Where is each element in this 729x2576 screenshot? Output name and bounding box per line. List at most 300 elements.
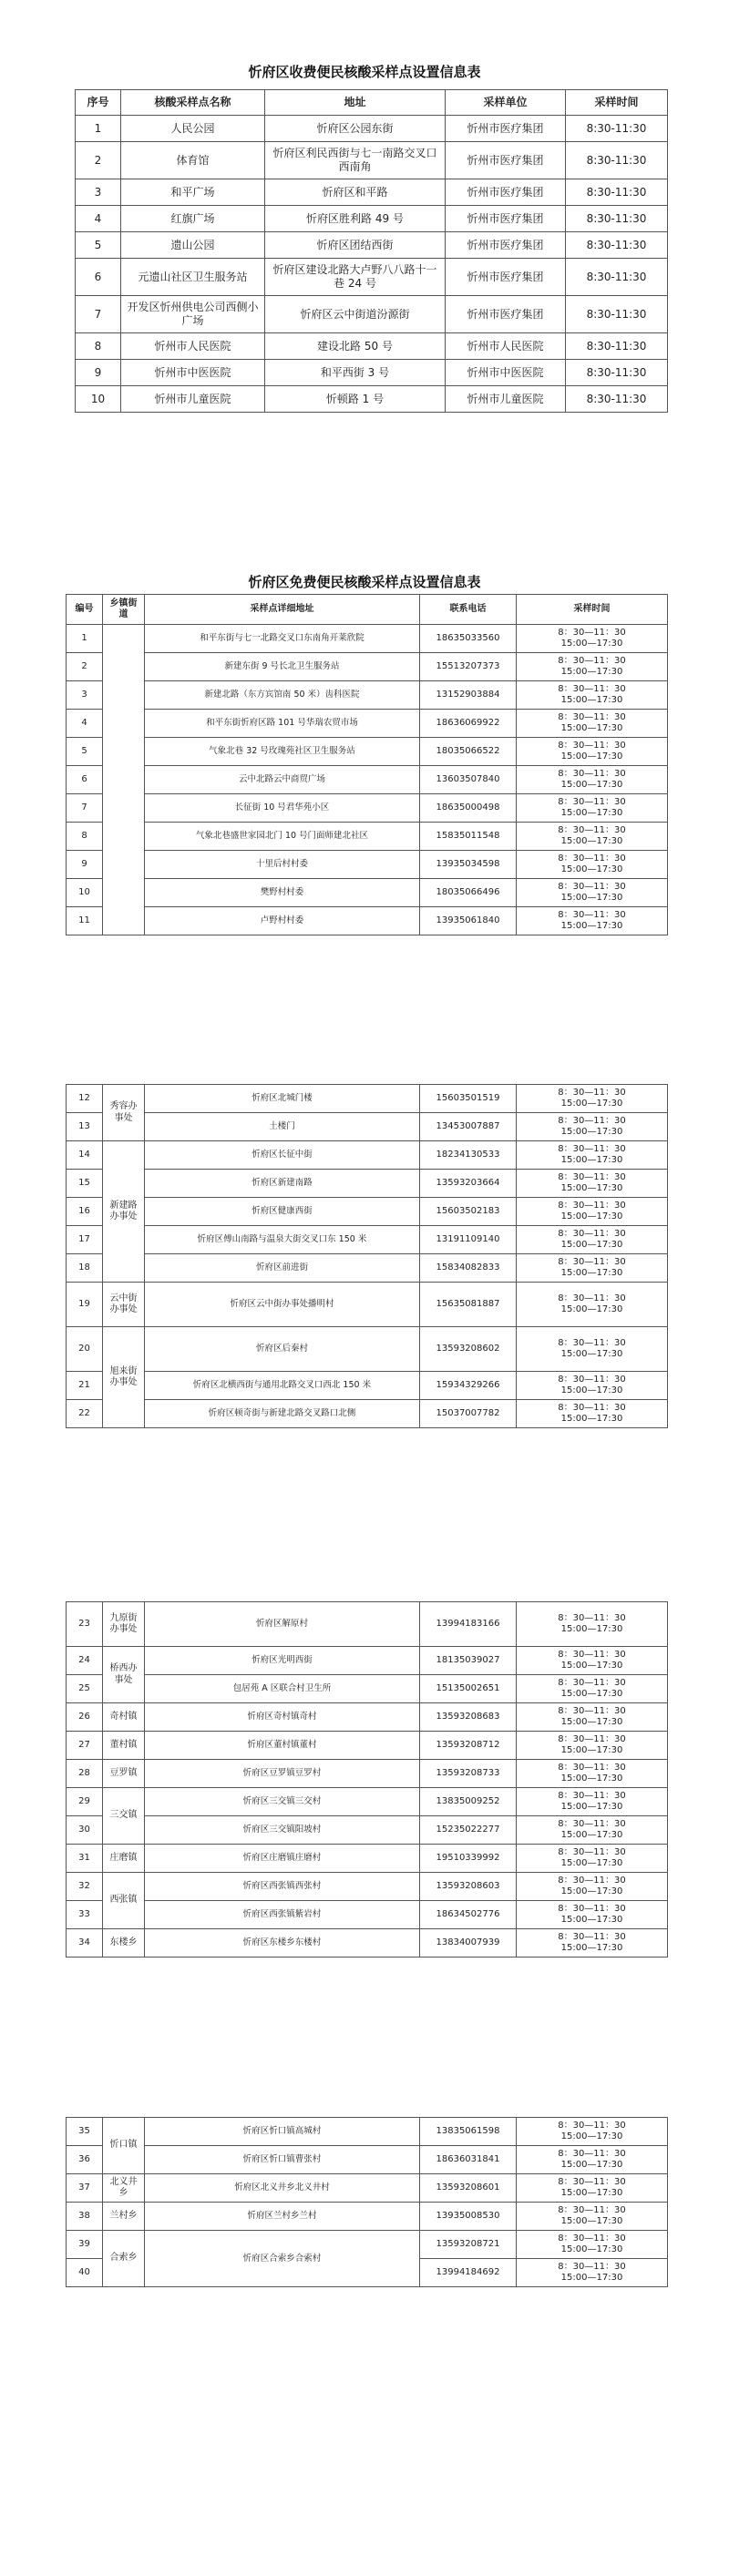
cell-phone: 13191109140 — [420, 1226, 517, 1254]
cell-site-name: 忻州市人民医院 — [121, 333, 265, 360]
cell-address: 十里后村村委 — [145, 851, 420, 879]
table-row — [67, 1703, 668, 1732]
cell-number: 29 — [67, 1788, 103, 1816]
cell-phone: 13935008530 — [420, 2203, 517, 2231]
cell-address: 忻府区胜利路 49 号 — [265, 206, 446, 232]
cell-time — [517, 1254, 668, 1283]
header-address: 采样点详细地址 — [145, 595, 420, 625]
time-morning: 8：30—11：30 — [558, 2261, 626, 2272]
cell-number: 13 — [67, 1113, 103, 1141]
cell-number: 18 — [67, 1254, 103, 1283]
table-row — [67, 710, 668, 738]
cell-number: 9 — [67, 851, 103, 879]
cell-address: 忻府区健康西街 — [145, 1198, 420, 1226]
table-row — [67, 1760, 668, 1788]
time-morning: 8：30—11：30 — [558, 1402, 626, 1413]
cell-index: 1 — [76, 116, 121, 142]
cell-number: 6 — [67, 766, 103, 794]
cell-time — [517, 1400, 668, 1428]
cell-index: 6 — [76, 259, 121, 296]
cell-time — [517, 738, 668, 766]
cell-site-name: 和平广场 — [121, 179, 265, 206]
header-address: 地址 — [265, 90, 446, 116]
cell-phone: 13834007939 — [420, 1929, 517, 1958]
time-afternoon: 15:00—17:30 — [560, 1624, 623, 1634]
cell-town: 豆罗镇 — [103, 1760, 145, 1788]
cell-phone: 18035066496 — [420, 879, 517, 907]
table-row — [67, 1929, 668, 1958]
time-morning: 8：30—11：30 — [558, 1293, 626, 1303]
cell-phone: 15835011548 — [420, 823, 517, 851]
table-row — [67, 1647, 668, 1675]
time-afternoon: 15:00—17:30 — [560, 2188, 623, 2198]
time-morning: 8：30—11：30 — [558, 2176, 626, 2187]
time-morning: 8：30—11：30 — [558, 1875, 626, 1886]
cell-address: 忻府区公园东街 — [265, 116, 446, 142]
cell-address: 土楼门 — [145, 1113, 420, 1141]
cell-address: 忻府区光明西街 — [145, 1647, 420, 1675]
table-row — [76, 206, 668, 232]
cell-time — [517, 1816, 668, 1845]
cell-phone: 13935061840 — [420, 907, 517, 935]
cell-number: 12 — [67, 1085, 103, 1113]
cell-index: 7 — [76, 296, 121, 333]
cell-number: 3 — [67, 681, 103, 710]
free-sampling-table-part-1 — [66, 594, 668, 935]
cell-number: 14 — [67, 1141, 103, 1170]
cell-town: 兰村乡 — [103, 2203, 145, 2231]
cell-time — [517, 823, 668, 851]
header-town: 乡镇街道 — [103, 595, 145, 625]
cell-address: 忻府区建设北路大卢野八八路十一巷 24 号 — [265, 259, 446, 296]
time-afternoon: 15:00—17:30 — [560, 1304, 623, 1314]
table-row — [67, 2174, 668, 2203]
time-morning: 8：30—11：30 — [558, 1790, 626, 1801]
time-morning: 8：30—11：30 — [558, 1087, 626, 1098]
cell-address: 忻府区北横西街与通用北路交叉口西北 150 米 — [145, 1372, 420, 1400]
time-morning: 8：30—11：30 — [558, 1818, 626, 1829]
cell-number: 36 — [67, 2146, 103, 2174]
table-row — [67, 1901, 668, 1929]
cell-time — [517, 625, 668, 653]
time-morning: 8：30—11：30 — [558, 1705, 626, 1716]
cell-address: 忻顿路 1 号 — [265, 386, 446, 413]
header-index: 序号 — [76, 90, 121, 116]
cell-time — [517, 1929, 668, 1958]
table-row — [67, 766, 668, 794]
cell-number: 38 — [67, 2203, 103, 2231]
cell-number: 39 — [67, 2231, 103, 2259]
table-row — [67, 1283, 668, 1327]
cell-time — [517, 2203, 668, 2231]
cell-number: 15 — [67, 1170, 103, 1198]
cell-address: 樊野村村委 — [145, 879, 420, 907]
cell-number: 28 — [67, 1760, 103, 1788]
cell-town: 奇村镇 — [103, 1703, 145, 1732]
cell-address: 忻府区东楼乡东楼村 — [145, 1929, 420, 1958]
table-row — [67, 1732, 668, 1760]
time-afternoon: 15:00—17:30 — [560, 1802, 623, 1812]
cell-time — [517, 851, 668, 879]
table-row — [67, 1226, 668, 1254]
time-morning: 8：30—11：30 — [558, 1649, 626, 1660]
free-table-title: 忻府区免费便民核酸采样点设置信息表 — [248, 574, 481, 590]
cell-phone: 15635081887 — [420, 1283, 517, 1327]
cell-number: 20 — [67, 1327, 103, 1372]
cell-time — [517, 1113, 668, 1141]
cell-address: 新建北路（东方宾馆南 50 米）齿科医院 — [145, 681, 420, 710]
table-row — [67, 794, 668, 823]
table-row — [67, 1845, 668, 1873]
time-morning: 8：30—11：30 — [558, 824, 626, 835]
cell-number: 1 — [67, 625, 103, 653]
cell-address: 和平西街 3 号 — [265, 360, 446, 386]
table-row — [67, 1372, 668, 1400]
cell-town — [103, 625, 145, 935]
cell-time: 8:30-11:30 — [566, 386, 668, 413]
cell-phone: 15235022277 — [420, 1816, 517, 1845]
table-row — [67, 1400, 668, 1428]
cell-number: 26 — [67, 1703, 103, 1732]
cell-phone: 13593208721 — [420, 2231, 517, 2259]
cell-time — [517, 2259, 668, 2287]
cell-site-name: 忻州市中医医院 — [121, 360, 265, 386]
cell-town: 西张镇 — [103, 1873, 145, 1929]
cell-phone: 15934329266 — [420, 1372, 517, 1400]
paid-sampling-table — [75, 89, 668, 413]
time-morning: 8：30—11：30 — [558, 627, 626, 638]
cell-town: 新建路办事处 — [103, 1141, 145, 1283]
cell-address: 忻府区傅山南路与温泉大街交叉口东 150 米 — [145, 1226, 420, 1254]
time-afternoon: 15:00—17:30 — [560, 864, 623, 874]
time-afternoon: 15:00—17:30 — [560, 808, 623, 818]
cell-address: 忻府区西张镇西张村 — [145, 1873, 420, 1901]
cell-number: 2 — [67, 653, 103, 681]
cell-address: 长征街 10 号君华苑小区 — [145, 794, 420, 823]
cell-address: 忻府区解原村 — [145, 1602, 420, 1647]
cell-address: 忻府区北城门楼 — [145, 1085, 420, 1113]
cell-number: 22 — [67, 1400, 103, 1428]
table-row — [67, 681, 668, 710]
cell-address: 忻府区后秦村 — [145, 1327, 420, 1372]
cell-town: 云中街办事处 — [103, 1283, 145, 1327]
cell-address: 新建东街 9 号长北卫生服务站 — [145, 653, 420, 681]
cell-address: 忻府区奇村镇奇村 — [145, 1703, 420, 1732]
table-row — [67, 2118, 668, 2146]
paid-table-title: 忻府区收费便民核酸采样点设置信息表 — [248, 64, 481, 80]
cell-unit: 忻州市医疗集团 — [446, 232, 566, 259]
cell-phone: 15834082833 — [420, 1254, 517, 1283]
cell-phone: 13453007887 — [420, 1113, 517, 1141]
cell-index: 8 — [76, 333, 121, 360]
cell-time — [517, 710, 668, 738]
cell-address: 包居苑 A 区联合村卫生所 — [145, 1675, 420, 1703]
time-afternoon: 15:00—17:30 — [560, 639, 623, 649]
time-morning: 8：30—11：30 — [558, 740, 626, 751]
cell-unit: 忻州市医疗集团 — [446, 296, 566, 333]
cell-time — [517, 1198, 668, 1226]
table-row — [76, 259, 668, 296]
cell-town: 旭来街办事处 — [103, 1327, 145, 1428]
cell-town: 九原街办事处 — [103, 1602, 145, 1647]
cell-time — [517, 1085, 668, 1113]
time-afternoon: 15:00—17:30 — [560, 836, 623, 846]
time-morning: 8：30—11：30 — [558, 881, 626, 892]
time-afternoon: 15:00—17:30 — [560, 1858, 623, 1868]
cell-time — [517, 1602, 668, 1647]
cell-phone: 18635033560 — [420, 625, 517, 653]
cell-number: 27 — [67, 1732, 103, 1760]
cell-phone: 13994184692 — [420, 2259, 517, 2287]
cell-address: 和平东街与七一北路交叉口东南角开莱欣院 — [145, 625, 420, 653]
table-row — [76, 333, 668, 360]
table-row — [67, 1675, 668, 1703]
cell-phone: 15603501519 — [420, 1085, 517, 1113]
cell-phone: 18635000498 — [420, 794, 517, 823]
time-morning: 8：30—11：30 — [558, 1171, 626, 1182]
cell-index: 3 — [76, 179, 121, 206]
time-morning: 8：30—11：30 — [558, 1228, 626, 1239]
cell-phone: 19510339992 — [420, 1845, 517, 1873]
cell-town: 董村镇 — [103, 1732, 145, 1760]
time-morning: 8：30—11：30 — [558, 1256, 626, 1267]
cell-site-name: 开发区忻州供电公司西侧小广场 — [121, 296, 265, 333]
cell-phone: 13593208601 — [420, 2174, 517, 2203]
cell-time: 8:30-11:30 — [566, 296, 668, 333]
cell-site-name: 忻州市儿童医院 — [121, 386, 265, 413]
cell-address: 忻府区忻口镇曹张村 — [145, 2146, 420, 2174]
table-header-row — [76, 90, 668, 116]
time-morning: 8：30—11：30 — [558, 1762, 626, 1773]
table-row — [76, 296, 668, 333]
time-afternoon: 15:00—17:30 — [560, 1661, 623, 1671]
cell-time — [517, 2118, 668, 2146]
cell-phone: 13593208712 — [420, 1732, 517, 1760]
cell-time — [517, 2174, 668, 2203]
time-morning: 8：30—11：30 — [558, 909, 626, 920]
time-morning: 8：30—11：30 — [558, 2204, 626, 2215]
cell-time — [517, 1788, 668, 1816]
time-morning: 8：30—11：30 — [558, 1931, 626, 1942]
cell-town: 北义井乡 — [103, 2174, 145, 2203]
table-row — [67, 823, 668, 851]
cell-address: 忻府区和平路 — [265, 179, 446, 206]
cell-address: 云中北路云中商贸广场 — [145, 766, 420, 794]
cell-number: 24 — [67, 1647, 103, 1675]
time-afternoon: 15:00—17:30 — [560, 1414, 623, 1424]
cell-time — [517, 681, 668, 710]
time-afternoon: 15:00—17:30 — [560, 1745, 623, 1755]
time-afternoon: 15:00—17:30 — [560, 1915, 623, 1925]
time-morning: 8：30—11：30 — [558, 2120, 626, 2131]
cell-address: 忻府区三交镇阳坡村 — [145, 1816, 420, 1845]
cell-time — [517, 1675, 668, 1703]
cell-time — [517, 1732, 668, 1760]
cell-time — [517, 766, 668, 794]
time-afternoon: 15:00—17:30 — [560, 667, 623, 677]
cell-phone: 13835061598 — [420, 2118, 517, 2146]
cell-phone: 18636031841 — [420, 2146, 517, 2174]
time-afternoon: 15:00—17:30 — [560, 2216, 623, 2226]
time-morning: 8：30—11：30 — [558, 655, 626, 666]
table-row — [67, 879, 668, 907]
time-afternoon: 15:00—17:30 — [560, 1385, 623, 1395]
table-row — [67, 1327, 668, 1372]
cell-site-name: 红旗广场 — [121, 206, 265, 232]
time-morning: 8：30—11：30 — [558, 853, 626, 864]
cell-phone: 13152903884 — [420, 681, 517, 710]
cell-time — [517, 794, 668, 823]
cell-address: 忻府区顿奇街与新建北路交叉路口北侧 — [145, 1400, 420, 1428]
time-afternoon: 15:00—17:30 — [560, 1886, 623, 1896]
cell-time — [517, 1170, 668, 1198]
cell-town: 忻口镇 — [103, 2118, 145, 2174]
cell-phone: 13935034598 — [420, 851, 517, 879]
table-row — [67, 1141, 668, 1170]
cell-index: 9 — [76, 360, 121, 386]
cell-address: 忻府区团结西街 — [265, 232, 446, 259]
cell-time: 8:30-11:30 — [566, 360, 668, 386]
time-morning: 8：30—11：30 — [558, 1677, 626, 1688]
cell-number: 11 — [67, 907, 103, 935]
cell-phone: 18634502776 — [420, 1901, 517, 1929]
table-row — [67, 625, 668, 653]
cell-unit: 忻州市医疗集团 — [446, 116, 566, 142]
header-number: 编号 — [67, 595, 103, 625]
cell-time: 8:30-11:30 — [566, 333, 668, 360]
cell-unit: 忻州市医疗集团 — [446, 259, 566, 296]
cell-address: 忻府区忻口镇高城村 — [145, 2118, 420, 2146]
free-sampling-table-part-2 — [66, 1084, 668, 1428]
table-row — [67, 851, 668, 879]
time-afternoon: 15:00—17:30 — [560, 1943, 623, 1953]
cell-time — [517, 1283, 668, 1327]
table-row — [67, 653, 668, 681]
cell-address: 忻府区云中街办事处播明村 — [145, 1283, 420, 1327]
table-row — [76, 142, 668, 179]
cell-site-name: 体育馆 — [121, 142, 265, 179]
time-afternoon: 15:00—17:30 — [560, 1211, 623, 1222]
time-morning: 8：30—11：30 — [558, 1337, 626, 1348]
table-row — [67, 1113, 668, 1141]
cell-number: 35 — [67, 2118, 103, 2146]
cell-unit: 忻州市中医医院 — [446, 360, 566, 386]
cell-address: 气象北巷 32 号玫瑰苑社区卫生服务站 — [145, 738, 420, 766]
header-time: 采样时间 — [566, 90, 668, 116]
cell-unit: 忻州市儿童医院 — [446, 386, 566, 413]
cell-number: 40 — [67, 2259, 103, 2287]
cell-town: 东楼乡 — [103, 1929, 145, 1958]
time-afternoon: 15:00—17:30 — [560, 1830, 623, 1840]
time-morning: 8：30—11：30 — [558, 1903, 626, 1914]
cell-time — [517, 1647, 668, 1675]
table-row — [67, 1254, 668, 1283]
time-afternoon: 15:00—17:30 — [560, 1127, 623, 1137]
cell-number: 4 — [67, 710, 103, 738]
time-morning: 8：30—11：30 — [558, 1115, 626, 1126]
time-afternoon: 15:00—17:30 — [560, 893, 623, 903]
cell-number: 16 — [67, 1198, 103, 1226]
time-morning: 8：30—11：30 — [558, 1143, 626, 1154]
cell-unit: 忻州市医疗集团 — [446, 179, 566, 206]
cell-phone: 15603502183 — [420, 1198, 517, 1226]
cell-time — [517, 1372, 668, 1400]
table-row — [76, 116, 668, 142]
cell-address: 忻府区三交镇三交村 — [145, 1788, 420, 1816]
cell-address: 忻府区豆罗镇豆罗村 — [145, 1760, 420, 1788]
cell-address: 气象北巷盛世家园北门 10 号门面师建北社区 — [145, 823, 420, 851]
time-afternoon: 15:00—17:30 — [560, 2244, 623, 2254]
cell-number: 5 — [67, 738, 103, 766]
table-row — [67, 1788, 668, 1816]
cell-number: 21 — [67, 1372, 103, 1400]
cell-index: 5 — [76, 232, 121, 259]
time-morning: 8：30—11：30 — [558, 1733, 626, 1744]
cell-address: 忻府区前进街 — [145, 1254, 420, 1283]
time-afternoon: 15:00—17:30 — [560, 780, 623, 790]
table-row — [76, 386, 668, 413]
time-afternoon: 15:00—17:30 — [560, 1349, 623, 1359]
cell-number: 8 — [67, 823, 103, 851]
time-afternoon: 15:00—17:30 — [560, 751, 623, 762]
cell-address: 忻府区新建南路 — [145, 1170, 420, 1198]
table-row — [67, 1873, 668, 1901]
cell-number: 7 — [67, 794, 103, 823]
time-morning: 8：30—11：30 — [558, 2233, 626, 2244]
cell-town: 合索乡 — [103, 2231, 145, 2287]
cell-address: 忻府区董村镇董村 — [145, 1732, 420, 1760]
cell-number: 34 — [67, 1929, 103, 1958]
time-afternoon: 15:00—17:30 — [560, 1717, 623, 1727]
time-afternoon: 15:00—17:30 — [560, 723, 623, 733]
cell-site-name: 遗山公园 — [121, 232, 265, 259]
time-morning: 8：30—11：30 — [558, 683, 626, 694]
time-afternoon: 15:00—17:30 — [560, 1268, 623, 1278]
cell-time — [517, 1901, 668, 1929]
cell-number: 19 — [67, 1283, 103, 1327]
cell-unit: 忻州市人民医院 — [446, 333, 566, 360]
cell-phone: 13593203664 — [420, 1170, 517, 1198]
table-row — [67, 2146, 668, 2174]
cell-phone: 13593208603 — [420, 1873, 517, 1901]
time-morning: 8：30—11：30 — [558, 1846, 626, 1857]
cell-index: 4 — [76, 206, 121, 232]
cell-address: 忻府区兰村乡兰村 — [145, 2203, 420, 2231]
cell-number: 30 — [67, 1816, 103, 1845]
time-afternoon: 15:00—17:30 — [560, 921, 623, 931]
time-morning: 8：30—11：30 — [558, 1200, 626, 1211]
cell-phone: 18135039027 — [420, 1647, 517, 1675]
time-morning: 8：30—11：30 — [558, 2148, 626, 2159]
time-afternoon: 15:00—17:30 — [560, 1774, 623, 1784]
table-row — [67, 1602, 668, 1647]
time-afternoon: 15:00—17:30 — [560, 1240, 623, 1250]
table-row — [67, 1198, 668, 1226]
cell-time — [517, 879, 668, 907]
cell-address: 忻府区合索乡合索村 — [145, 2231, 420, 2287]
table-row — [76, 179, 668, 206]
table-row — [76, 232, 668, 259]
cell-phone: 13593208602 — [420, 1327, 517, 1372]
cell-address: 忻府区云中街道汾源街 — [265, 296, 446, 333]
cell-time — [517, 1703, 668, 1732]
time-afternoon: 15:00—17:30 — [560, 695, 623, 705]
time-morning: 8：30—11：30 — [558, 1374, 626, 1385]
cell-number: 32 — [67, 1873, 103, 1901]
cell-phone: 18234130533 — [420, 1141, 517, 1170]
cell-time — [517, 2146, 668, 2174]
cell-number: 33 — [67, 1901, 103, 1929]
